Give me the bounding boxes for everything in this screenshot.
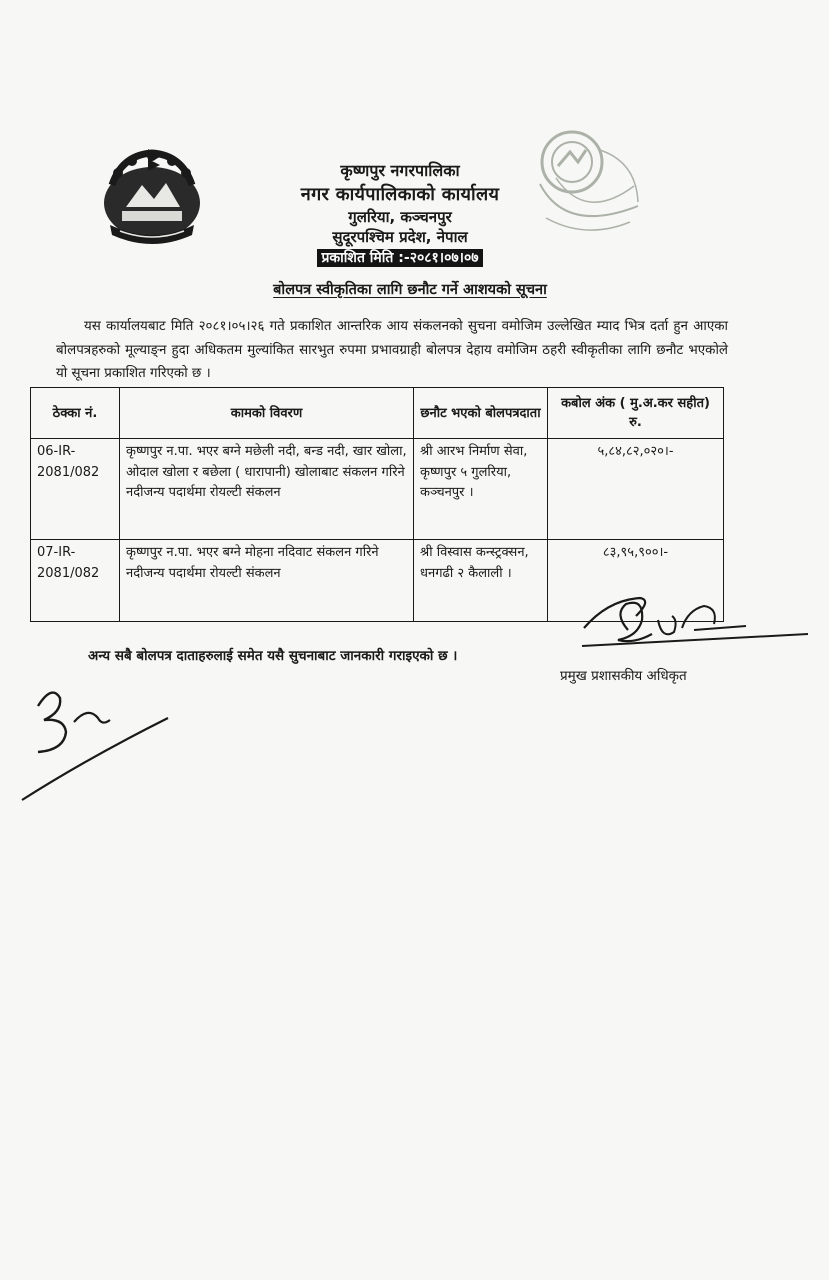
footer-note: अन्य सबै बोलपत्र दाताहरुलाई समेत यसै सुचनाबाट जानकारी गराइएको छ । <box>88 648 458 664</box>
notice-body: यस कार्यालयबाट मिति २०८१।०५।२६ गते प्रकाशित आन्तरिक आय संकलनको सुचना वमोजिम उल्लेखित म्याद भित्र दर्ता हुन आएका बोलपत्रहरुको मूल्याङ्न हुदा अधिकतम मुल्यांकित सारभुत रुपमा प्रभावग्राही बोलपत्र देहाय वमोजिम ठहरी स्वीकृतीका लागि छनौट भएकोले यो सूचना प्रकाशित गरिएको छ । <box>56 319 728 382</box>
municipality-name: कृष्णपुर नगरपालिका <box>340 161 460 180</box>
notice-title-text: बोलपत्र स्वीकृतिका लागि छनौट गर्ने आशयको सूचना <box>273 282 547 298</box>
column-header-bidder: छनौट भएको बोलपत्रदाता <box>414 388 548 439</box>
selected-bidder: श्री विस्वास कन्स्ट्रक्सन, धनगढी २ कैलाली । <box>414 540 548 622</box>
work-description: कृष्णपुर न.पा. भएर बग्ने मछेली नदी, बन्ड नदी, खार खोला, ओदाल खोला र बछेला ( धारापानी) खोलाबाट संकलन गरिने नदीजन्य पदार्थमा रोयल्टी संकलन <box>120 439 414 540</box>
office-name: नगर कार्यपालिकाको कार्यालय <box>300 184 500 205</box>
bid-amount: ८३,९५,९००।- <box>548 540 724 622</box>
published-date-badge <box>317 249 482 267</box>
nepal-emblem-logo <box>92 145 212 247</box>
column-header-description: कामको विवरण <box>120 388 414 439</box>
table-row <box>31 439 724 540</box>
office-header <box>200 160 600 267</box>
column-header-contract-no: ठेक्का नं. <box>31 388 120 439</box>
tender-selection-table <box>30 387 724 622</box>
officer-signature <box>578 590 813 675</box>
bid-amount: ५,८४,८२,०२०।- <box>548 439 724 540</box>
published-date-value: २०८१।०७।०७ <box>409 250 479 266</box>
contract-number: 07-IR-2081/082 <box>31 540 120 622</box>
notice-title <box>200 280 620 300</box>
initials-signature <box>18 678 178 808</box>
selected-bidder: श्री आरभ निर्माण सेवा, कृष्णपुर ५ गुलरिया, कञ्चनपुर । <box>414 439 548 540</box>
table-header-row <box>31 388 724 439</box>
work-description: कृष्णपुर न.पा. भएर बग्ने मोहना नदिवाट संकलन गरिने नदीजन्य पदार्थमा रोयल्टी संकलन <box>120 540 414 622</box>
published-date-label: प्रकाशित मिति :- <box>321 250 410 266</box>
contract-number: 06-IR-2081/082 <box>31 439 120 540</box>
office-address: गुलरिया, कञ्चनपुर <box>348 208 452 226</box>
province-name: सुदूरपश्चिम प्रदेश, नेपाल <box>332 228 468 246</box>
column-header-amount: कबोल अंक ( मु.अ.कर सहीत) रु. <box>548 388 724 439</box>
officer-designation: प्रमुख प्रशासकीय अधिकृत <box>560 668 687 684</box>
